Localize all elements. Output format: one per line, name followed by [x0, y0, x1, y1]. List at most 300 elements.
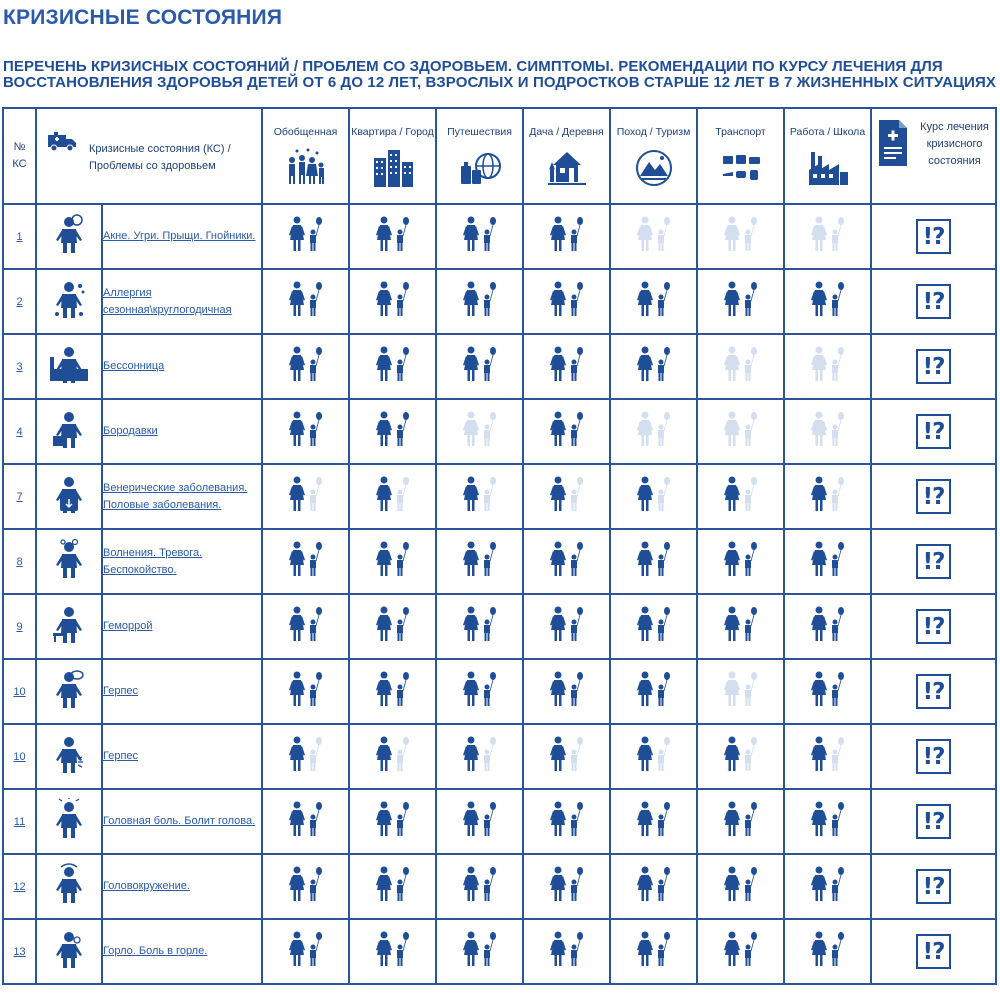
herpes-person-icon	[49, 697, 89, 714]
situation-cell[interactable]	[349, 204, 436, 269]
adult-icon	[811, 476, 827, 512]
child-with-balloon-icon	[655, 671, 671, 707]
adult-icon	[724, 346, 740, 382]
situation-cell[interactable]	[697, 399, 784, 464]
situation-cell[interactable]	[784, 724, 871, 789]
adult-icon	[637, 346, 653, 382]
situation-cell[interactable]	[697, 529, 784, 594]
situation-cell[interactable]	[523, 334, 610, 399]
situation-cell[interactable]	[784, 919, 871, 984]
family-icon	[637, 216, 671, 252]
child-with-balloon-icon	[829, 411, 845, 447]
condition-icon-cell	[36, 399, 102, 464]
hemorrhoids-person-icon	[49, 632, 89, 649]
child-with-balloon-icon	[829, 216, 845, 252]
row-number-link[interactable]: 7	[16, 490, 23, 503]
situation-cell[interactable]	[523, 919, 610, 984]
condition-link[interactable]: Герпес	[103, 750, 139, 762]
family-icon	[637, 346, 671, 382]
condition-link[interactable]: Головокружение.	[103, 880, 190, 892]
situation-cell[interactable]	[610, 204, 697, 269]
child-with-balloon-icon	[655, 411, 671, 447]
situation-cell[interactable]	[436, 529, 523, 594]
situation-cell[interactable]	[436, 659, 523, 724]
family-icon	[811, 216, 845, 252]
adult-icon	[811, 281, 827, 317]
child-with-balloon-icon	[307, 801, 323, 837]
ambulance-icon	[47, 131, 77, 156]
child-with-balloon-icon	[829, 476, 845, 512]
adult-icon	[550, 216, 566, 252]
family-icon	[376, 411, 410, 447]
row-number-cell	[3, 789, 36, 854]
situation-cell[interactable]	[262, 659, 349, 724]
situation-cell[interactable]	[610, 789, 697, 854]
situation-cell[interactable]	[262, 724, 349, 789]
family-icon	[550, 671, 584, 707]
situation-cell[interactable]	[523, 269, 610, 334]
family-icon	[550, 541, 584, 577]
child-with-balloon-icon	[655, 216, 671, 252]
situation-cell[interactable]	[349, 854, 436, 919]
child-with-balloon-icon	[568, 216, 584, 252]
family-icon	[811, 411, 845, 447]
situation-cell[interactable]	[523, 854, 610, 919]
child-with-balloon-icon	[394, 216, 410, 252]
situation-header	[262, 108, 349, 204]
situation-cell[interactable]	[349, 789, 436, 854]
child-with-balloon-icon	[481, 216, 497, 252]
adult-icon	[811, 346, 827, 382]
situation-cell[interactable]	[349, 269, 436, 334]
child-with-balloon-icon	[742, 671, 758, 707]
child-with-balloon-icon	[481, 866, 497, 902]
family-icon	[637, 411, 671, 447]
child-with-balloon-icon	[655, 736, 671, 772]
child-with-balloon-icon	[829, 931, 845, 967]
adult-icon	[376, 606, 392, 642]
situation-cell[interactable]	[610, 529, 697, 594]
situation-cell[interactable]	[436, 204, 523, 269]
adult-icon	[550, 411, 566, 447]
family-icon	[550, 281, 584, 317]
family-icon	[376, 671, 410, 707]
table-body	[3, 204, 996, 984]
adult-icon	[289, 541, 305, 577]
course-button[interactable]: !?	[916, 479, 951, 514]
condition-link[interactable]: Герпес	[103, 685, 139, 697]
adult-icon	[550, 281, 566, 317]
child-with-balloon-icon	[655, 866, 671, 902]
table-row	[3, 269, 996, 334]
adult-icon	[724, 671, 740, 707]
situation-cell[interactable]	[610, 464, 697, 529]
acne-person-icon	[49, 242, 89, 259]
adult-icon	[376, 411, 392, 447]
table-row	[3, 789, 996, 854]
child-with-balloon-icon	[742, 866, 758, 902]
course-header-label: Курс лечения кризисного состояния	[920, 121, 989, 167]
family-icon	[811, 476, 845, 512]
situation-cell[interactable]	[349, 464, 436, 529]
situation-cell[interactable]	[697, 269, 784, 334]
situation-cell[interactable]	[610, 594, 697, 659]
situation-cell[interactable]	[784, 334, 871, 399]
situation-cell[interactable]	[610, 854, 697, 919]
situation-cell[interactable]	[697, 334, 784, 399]
family-icon	[637, 541, 671, 577]
adult-icon	[289, 671, 305, 707]
adult-icon	[289, 346, 305, 382]
adult-icon	[463, 216, 479, 252]
situation-cell[interactable]	[697, 919, 784, 984]
situation-cell[interactable]	[349, 724, 436, 789]
row-number-cell	[3, 659, 36, 724]
situation-label: Квартира / Город	[351, 126, 434, 138]
situation-cell[interactable]	[697, 789, 784, 854]
adult-icon	[376, 671, 392, 707]
situation-label: Поход / Туризм	[616, 126, 691, 138]
family-icon	[376, 866, 410, 902]
situation-cell[interactable]	[262, 919, 349, 984]
condition-icon-cell	[36, 204, 102, 269]
adult-icon	[724, 541, 740, 577]
condition-link[interactable]: Акне. Угри. Прыщи. Гнойники.	[103, 230, 256, 242]
child-with-balloon-icon	[394, 931, 410, 967]
situation-cell[interactable]	[697, 659, 784, 724]
situation-cell[interactable]	[610, 724, 697, 789]
row-number-cell	[3, 334, 36, 399]
adult-icon	[637, 931, 653, 967]
child-with-balloon-icon	[307, 866, 323, 902]
venereal-person-icon	[49, 502, 89, 519]
child-with-balloon-icon	[568, 541, 584, 577]
family-icon	[463, 736, 497, 772]
situation-cell[interactable]	[436, 854, 523, 919]
child-with-balloon-icon	[742, 801, 758, 837]
child-with-balloon-icon	[394, 476, 410, 512]
situation-cell[interactable]	[697, 854, 784, 919]
situation-cell[interactable]	[436, 399, 523, 464]
family-icon	[550, 736, 584, 772]
adult-icon	[811, 736, 827, 772]
transport-vehicles-icon	[698, 148, 783, 188]
family-icon	[724, 866, 758, 902]
situation-cell[interactable]	[784, 464, 871, 529]
row-number-cell	[3, 529, 36, 594]
course-button[interactable]: !?	[916, 414, 951, 449]
adult-icon	[289, 606, 305, 642]
family-icon	[550, 476, 584, 512]
adult-icon	[376, 346, 392, 382]
situation-cell[interactable]	[784, 594, 871, 659]
situation-cell[interactable]	[697, 594, 784, 659]
condition-icon-cell	[36, 724, 102, 789]
situation-cell[interactable]	[784, 789, 871, 854]
situation-cell[interactable]	[349, 529, 436, 594]
situation-cell[interactable]	[436, 334, 523, 399]
adult-icon	[550, 541, 566, 577]
family-icon	[637, 866, 671, 902]
family-icon	[463, 476, 497, 512]
situation-cell[interactable]	[784, 399, 871, 464]
situation-cell[interactable]	[349, 334, 436, 399]
situation-cell[interactable]	[262, 529, 349, 594]
situation-cell[interactable]	[697, 464, 784, 529]
table-row	[3, 334, 996, 399]
child-with-balloon-icon	[568, 931, 584, 967]
family-icon	[289, 671, 323, 707]
child-with-balloon-icon	[394, 281, 410, 317]
child-with-balloon-icon	[742, 736, 758, 772]
family-icon	[724, 541, 758, 577]
family-icon	[811, 606, 845, 642]
situation-cell[interactable]	[610, 334, 697, 399]
family-icon	[463, 346, 497, 382]
adult-icon	[811, 866, 827, 902]
situation-cell[interactable]	[349, 659, 436, 724]
row-number-cell	[3, 724, 36, 789]
child-with-balloon-icon	[481, 606, 497, 642]
situation-cell[interactable]	[262, 204, 349, 269]
family-icon	[376, 281, 410, 317]
family-icon	[637, 671, 671, 707]
allergy-person-icon	[49, 307, 89, 324]
adult-icon	[376, 866, 392, 902]
adult-icon	[724, 606, 740, 642]
situation-cell[interactable]	[784, 854, 871, 919]
child-with-balloon-icon	[394, 411, 410, 447]
adult-icon	[289, 476, 305, 512]
family-icon	[463, 606, 497, 642]
situation-cell[interactable]	[610, 659, 697, 724]
factory-school-icon	[785, 148, 870, 188]
family-icon	[724, 931, 758, 967]
row-number-link[interactable]: 8	[16, 555, 23, 568]
condition-name-cell	[102, 464, 262, 529]
family-icon	[811, 801, 845, 837]
city-buildings-icon	[350, 148, 435, 188]
child-with-balloon-icon	[481, 801, 497, 837]
child-with-balloon-icon	[655, 801, 671, 837]
situation-cell[interactable]	[784, 269, 871, 334]
family-icon	[724, 346, 758, 382]
adult-icon	[289, 281, 305, 317]
row-number-link[interactable]: 1	[16, 230, 23, 243]
child-with-balloon-icon	[742, 281, 758, 317]
row-number-cell	[3, 854, 36, 919]
row-number-link[interactable]: 12	[13, 880, 26, 893]
situation-cell[interactable]	[436, 724, 523, 789]
child-with-balloon-icon	[568, 606, 584, 642]
condition-icon-cell	[36, 659, 102, 724]
child-with-balloon-icon	[307, 411, 323, 447]
adult-icon	[811, 606, 827, 642]
family-icon	[724, 216, 758, 252]
family-icon	[376, 736, 410, 772]
course-button[interactable]: !?	[916, 934, 951, 969]
child-with-balloon-icon	[568, 736, 584, 772]
condition-link[interactable]: Бессонница	[103, 360, 165, 372]
child-with-balloon-icon	[307, 736, 323, 772]
course-button[interactable]: !?	[916, 219, 951, 254]
adult-icon	[637, 411, 653, 447]
family-icon	[376, 801, 410, 837]
country-house-icon	[524, 148, 609, 188]
family-icon	[637, 801, 671, 837]
condition-link[interactable]: Геморрой	[103, 620, 153, 632]
condition-link[interactable]: Бородавки	[103, 425, 158, 437]
situation-cell[interactable]	[697, 724, 784, 789]
row-number-link[interactable]: 10	[13, 685, 26, 698]
condition-link[interactable]: Волнения. Тревога. Беспокойство.	[103, 546, 203, 576]
table-row	[3, 919, 996, 984]
course-button[interactable]: !?	[916, 869, 951, 904]
situation-cell[interactable]	[262, 464, 349, 529]
row-number-link[interactable]: 4	[16, 425, 23, 438]
adult-icon	[550, 476, 566, 512]
adult-icon	[463, 281, 479, 317]
situation-cell[interactable]	[349, 919, 436, 984]
condition-name-cell	[102, 724, 262, 789]
situation-cell[interactable]	[784, 204, 871, 269]
situation-cell[interactable]	[262, 269, 349, 334]
child-with-balloon-icon	[307, 476, 323, 512]
condition-link[interactable]: Горло. Боль в горле.	[103, 945, 208, 957]
family-icon	[376, 476, 410, 512]
situation-cell[interactable]	[436, 919, 523, 984]
course-cell	[871, 269, 996, 334]
course-button[interactable]: !?	[916, 284, 951, 319]
family-icon	[811, 671, 845, 707]
condition-header-label: Кризисные состояния (КС) / Проблемы со здоровьем	[89, 143, 231, 172]
situation-header	[784, 108, 871, 204]
adult-icon	[724, 931, 740, 967]
situation-cell[interactable]	[349, 594, 436, 659]
family-icon	[289, 736, 323, 772]
situation-cell[interactable]	[610, 269, 697, 334]
row-number-cell	[3, 594, 36, 659]
family-icon	[550, 346, 584, 382]
child-with-balloon-icon	[568, 801, 584, 837]
child-with-balloon-icon	[481, 671, 497, 707]
situation-cell[interactable]	[436, 464, 523, 529]
situation-cell[interactable]	[610, 399, 697, 464]
situation-cell[interactable]	[523, 464, 610, 529]
condition-link[interactable]: Аллергия сезонная\круглогодичная	[103, 286, 232, 316]
row-number-link[interactable]: 10	[13, 750, 26, 763]
family-icon	[550, 216, 584, 252]
situation-cell[interactable]	[523, 204, 610, 269]
situation-cell[interactable]	[523, 529, 610, 594]
condition-link[interactable]: Венерические заболевания. Половые заболевания.	[103, 481, 248, 511]
family-icon	[724, 281, 758, 317]
family-icon	[637, 476, 671, 512]
row-number-link[interactable]: 9	[16, 620, 23, 633]
page-subtitle: ПЕРЕЧЕНЬ КРИЗИСНЫХ СОСТОЯНИЙ / ПРОБЛЕМ СО ЗДОРОВЬЕМ. СИМПТОМЫ. РЕКОМЕНДАЦИИ ПО КУРСУ ЛЕЧЕНИЯ ДЛЯ ВОССТАНОВЛЕНИЯ ЗДОРОВЬЯ ДЕТЕЙ ОТ 6 ДО 12 ЛЕТ, ВЗРОСЛЫХ И ПОДРОСТКОВ СТАРШЕ 12 ЛЕТ В 7 ЖИЗНЕННЫХ СИТУАЦИЯХ	[3, 58, 997, 91]
course-button[interactable]: !?	[916, 674, 951, 709]
row-number-link[interactable]: 11	[13, 815, 26, 828]
situation-cell[interactable]	[349, 399, 436, 464]
num-header-label: № КС	[12, 141, 27, 170]
people-group-icon	[263, 148, 348, 186]
adult-icon	[637, 736, 653, 772]
situation-cell[interactable]	[610, 919, 697, 984]
situation-cell[interactable]	[784, 529, 871, 594]
course-button[interactable]: !?	[916, 544, 951, 579]
situation-cell[interactable]	[436, 789, 523, 854]
row-number-link[interactable]: 2	[16, 295, 23, 308]
course-cell	[871, 529, 996, 594]
situation-cell[interactable]	[523, 724, 610, 789]
child-with-balloon-icon	[307, 346, 323, 382]
family-icon	[376, 346, 410, 382]
warts-person-icon	[49, 437, 89, 454]
condition-name-cell	[102, 399, 262, 464]
adult-icon	[637, 606, 653, 642]
situation-cell[interactable]	[523, 399, 610, 464]
adult-icon	[463, 931, 479, 967]
child-with-balloon-icon	[829, 736, 845, 772]
family-icon	[289, 931, 323, 967]
course-cell	[871, 659, 996, 724]
condition-link[interactable]: Головная боль. Болит голова.	[103, 815, 256, 827]
course-cell	[871, 854, 996, 919]
family-icon	[724, 476, 758, 512]
sore-throat-person-icon	[49, 957, 89, 974]
situation-cell[interactable]	[262, 594, 349, 659]
adult-icon	[463, 606, 479, 642]
condition-icon-cell	[36, 529, 102, 594]
situation-cell[interactable]	[784, 659, 871, 724]
adult-icon	[724, 801, 740, 837]
adult-icon	[724, 476, 740, 512]
course-button[interactable]: !?	[916, 609, 951, 644]
situation-cell[interactable]	[436, 269, 523, 334]
child-with-balloon-icon	[568, 476, 584, 512]
row-number-link[interactable]: 13	[13, 945, 26, 958]
course-button[interactable]: !?	[916, 739, 951, 774]
child-with-balloon-icon	[829, 801, 845, 837]
course-cell	[871, 919, 996, 984]
situation-cell[interactable]	[697, 204, 784, 269]
adult-icon	[289, 866, 305, 902]
row-number-link[interactable]: 3	[16, 360, 23, 373]
table-row	[3, 204, 996, 269]
adult-icon	[376, 736, 392, 772]
situation-label: Транспорт	[715, 126, 766, 138]
situation-cell[interactable]	[436, 594, 523, 659]
situation-cell[interactable]	[262, 399, 349, 464]
situation-cell[interactable]	[523, 594, 610, 659]
family-icon	[463, 671, 497, 707]
child-with-balloon-icon	[481, 346, 497, 382]
family-icon	[724, 801, 758, 837]
course-button[interactable]: !?	[916, 804, 951, 839]
situation-cell[interactable]	[262, 854, 349, 919]
hiking-mountain-icon	[611, 148, 696, 188]
course-button[interactable]: !?	[916, 349, 951, 384]
family-icon	[289, 281, 323, 317]
situation-cell[interactable]	[262, 334, 349, 399]
situation-cell[interactable]	[523, 659, 610, 724]
situation-cell[interactable]	[262, 789, 349, 854]
situation-header	[697, 108, 784, 204]
adult-icon	[550, 736, 566, 772]
course-cell	[871, 724, 996, 789]
family-icon	[463, 281, 497, 317]
situation-cell[interactable]	[523, 789, 610, 854]
